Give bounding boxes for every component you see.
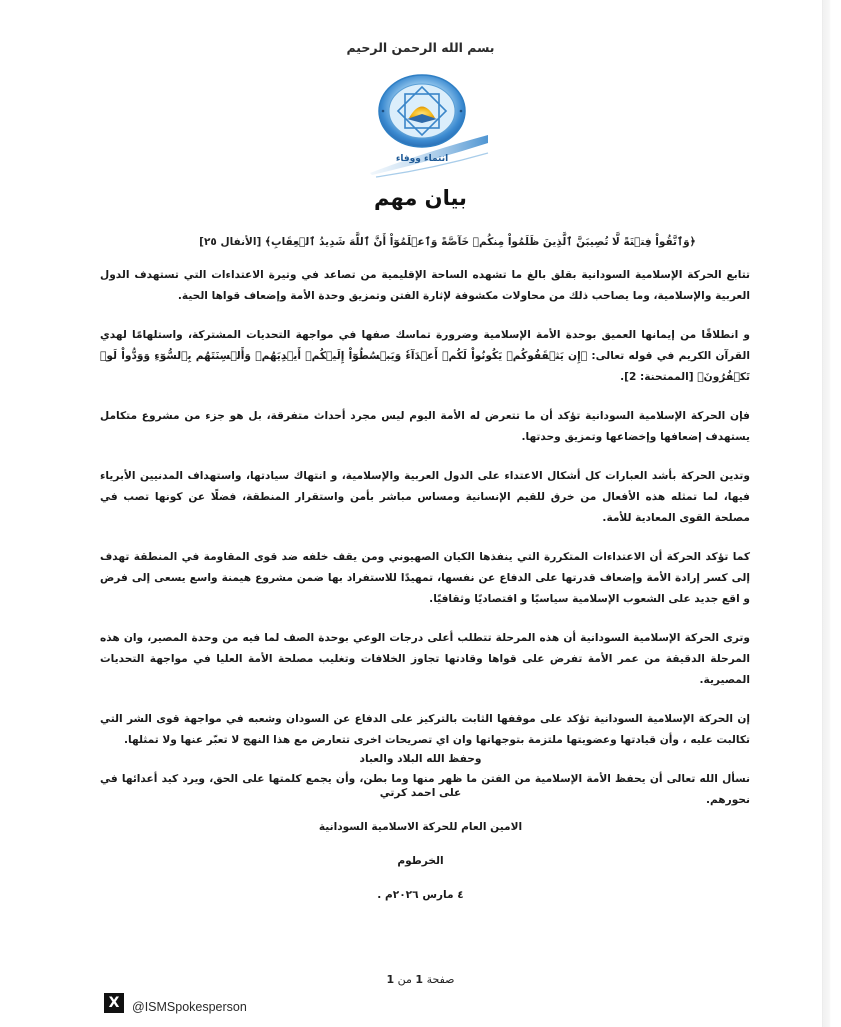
paragraph-2: و انطلاقًا من إيمانها العميق بوحدة الأمة الإسلامية وضرورة تماسك صفها في مواجهة التحديات المشتركة، واستلهامًا لهدي القرآن الكريم في قوله تعالى: ﴿إِن يَثۡقَفُوكُمۡ يَكُونُواْ لَكُمۡ أَعۡدَآءٗ وَيَبۡسُطُوٓاْ إِلَيۡكُمۡ أَيۡدِيَهُمۡ وَأَلۡسِنَتَهُم بِٱلسُّوٓءِ وَوَدُّواْ لَوۡ تَكۡفُرُونَ﴾ [الممتحنة: 2]. (100, 329, 750, 383)
movement-emblem-icon (362, 73, 492, 183)
paragraph-3: فإن الحركة الإسلامية السودانية تؤكد أن ما تتعرض له الأمة اليوم ليس مجرد أحداث متفرقة، بل هو جزء من مشروع متكامل يستهدف إضعافها وإخضاعها وتمزيق وحدتها. (100, 410, 750, 443)
paragraph-7: إن الحركة الإسلامية السودانية تؤكد على موقفها الثابت بالتركيز على الدفاع عن السودان وشعبه في مواجهة قوى الشر التي تكالبت عليه ، وأن قيادتها وعضويتها ملتزمة بتوجهاتها وان اي تصريحات اخرى تتعارض مع هذا النهج لا تعبّر عنها ولا تمثلها. (100, 713, 750, 746)
signature-block (0, 750, 841, 920)
issue-date: ٤ مارس ٢٠٢٦م . (377, 889, 464, 901)
page-edge-border (822, 0, 841, 1027)
paragraph-1: تتابع الحركة الإسلامية السودانية بقلق بالغ ما تشهده الساحة الإقليمية من تصاعد في وتيرة الاعتداءات التي تستهدف الدول العربية والإسلامية، وما يصاحب ذلك من محاولات مكشوفة لإثارة الفتن وتمزيق وحدة الأمة وإضعاف قواها الحية. (100, 269, 750, 302)
paragraph-8: نسأل الله تعالى أن يحفظ الأمة الإسلامية من الفتن ما ظهر منها وما بطن، وأن يجمع كلمتها على الحق، ويرد كيد أعدائها في نحورهم. (100, 773, 750, 806)
page-title: بيان مهم (374, 186, 467, 210)
basmala-heading: بسم الله الرحمن الرحيم (346, 40, 495, 55)
page-label: صفحة (426, 973, 455, 986)
x-logo-icon: X (104, 993, 124, 1013)
paragraph-6: وترى الحركة الإسلامية السودانية أن هذه المرحلة تتطلب أعلى درجات الوعي بوحدة الصف لما فيه من وحدة المصير، وان هذه المرحلة الدقيقة من عمر الأمة تفرض على قواها وقادتها تجاوز الخلافات وتغليب مصلحة الأمة العليا في مواجهة التحديات المصيرية. (100, 632, 750, 686)
page-current: 1 (415, 973, 424, 986)
paragraph-5: كما تؤكد الحركة أن الاعتداءات المتكررة التي ينفذها الكيان الصهيوني ومن يقف خلفه ضد قوى المقاومة في المنطقة تهدف إلى كسر إرادة الأمة وإضعاف قدرتها على الدفاع عن نفسها، تمهيدًا للاستفراد بها ضمن مشروع هيمنة واسع يسعى إلى فرض و اقع جديد على الشعوب الإسلامية سياسيًا و اقتصاديًا وثقافيًا. (100, 551, 750, 605)
closing-line: وحفظ الله البلاد والعباد (359, 753, 482, 765)
page-total: 1 (386, 973, 395, 986)
quran-verse: ﴿وَٱتَّقُواْ فِتۡنَةً لَّا تُصِيبَنَّ ٱلَّذِينَ ظَلَمُواْ مِنكُمۡ خَآصَّةً وَٱعۡلَمُوٓاْ أَنَّ ٱللَّهَ شَدِيدُ ٱلۡعِقَابِ﴾ [الأنفال ٢٥] (199, 236, 696, 248)
signatory-name: على احمد كرتي (379, 787, 462, 799)
page-number (0, 973, 841, 986)
social-watermark (104, 992, 247, 1014)
issue-place: الخرطوم (397, 855, 444, 867)
paragraph-4: وتدين الحركة بأشد العبارات كل أشكال الاعتداء على الدول العربية والإسلامية، و انتهاك سيادتها، واستهداف المدنيين الأبرياء فيها، لما تمثله هذه الأفعال من خرق للقيم الإنسانية ومساس مباشر بأمن واستقرار المنطقة، فضلًا عن كونها تصب في مصلحة القوى المعادية للأمة. (100, 470, 750, 524)
statement-body (100, 265, 750, 829)
page-of: من (397, 973, 412, 986)
logo-slogan: انتماء ووفاء (395, 154, 449, 164)
signatory-position: الامين العام للحركة الاسلامية السودانية (318, 821, 523, 833)
social-handle: @ISMSpokesperson (132, 1000, 247, 1014)
